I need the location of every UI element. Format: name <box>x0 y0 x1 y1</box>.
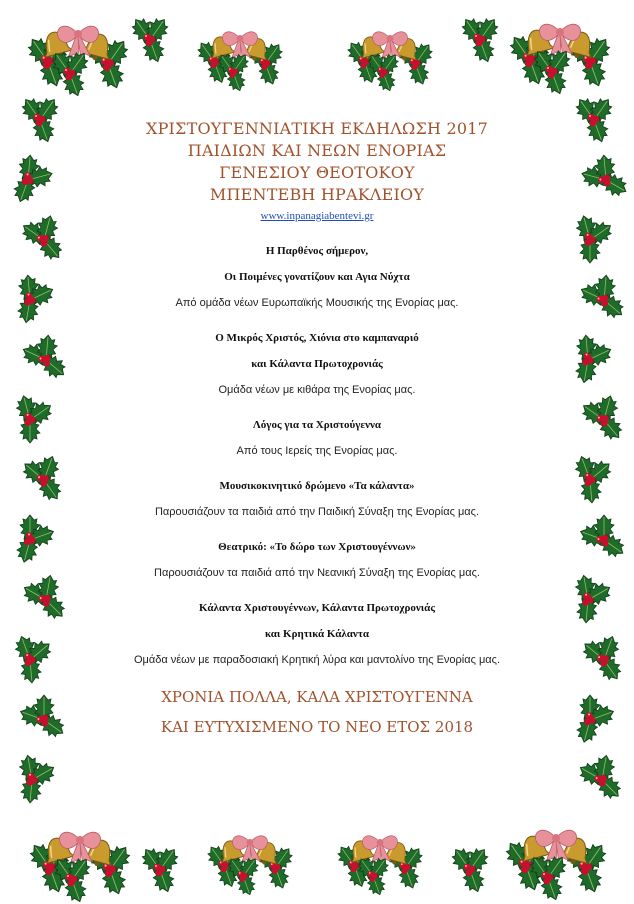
program-list <box>70 238 564 673</box>
program-item <box>70 595 564 673</box>
program-item <box>70 412 564 464</box>
program-item-title: Η Παρθένος σήμερον, <box>265 245 369 257</box>
season-greeting-line: ΧΡΟΝΙΑ ΠΟΛΛΑ, ΚΑΛΑ ΧΡΙΣΤΟΥΓΕΝΝΑ <box>161 688 473 706</box>
program-item-title: και Κρητικά Κάλαντα <box>264 628 370 640</box>
bell-ribbon-holly-icon <box>505 24 615 97</box>
program-item <box>70 325 564 403</box>
event-title-line: ΠΑΙΔΙΩΝ ΚΑΙ ΝΕΩΝ ΕΝΟΡΙΑΣ <box>187 141 447 160</box>
program-item-title: Ο Μικρός Χριστός, Χιόνια στο καμπαναριό <box>215 332 419 344</box>
program-item-title: Μουσικοκινητικό δρώμενο «Τα κάλαντα» <box>219 480 415 492</box>
program-item-title: Λόγος για τα Χριστούγεννα <box>252 419 382 431</box>
program-item-performers: Από ομάδα νέων Ευρωπαϊκής Μουσικής της Ενορίας μας. <box>175 297 459 309</box>
program-item-performers: Παρουσιάζουν τα παιδιά από την Νεανική Σύναξη της Ενορίας μας. <box>154 567 480 579</box>
event-title-line: ΜΠΕΝΤΕΒΗ ΗΡΑΚΛΕΙΟΥ <box>209 185 425 204</box>
program-item <box>70 534 564 586</box>
event-title-line: ΓΕΝΕΣΙΟΥ ΘΕΟΤΟΚΟΥ <box>219 163 415 182</box>
program-item-title: και Κάλαντα Πρωτοχρονιάς <box>251 358 383 370</box>
program-item-performers: Ομάδα νέων με κιθάρα της Ενορίας μας. <box>218 384 416 396</box>
invitation-content <box>70 118 564 742</box>
program-item-title: Θεατρικό: «Το δώρο των Χριστουγέννων» <box>218 541 416 553</box>
event-title <box>70 118 564 206</box>
program-item-performers: Παρουσιάζουν τα παιδιά από την Παιδική Σύναξη της Ενορίας μας. <box>154 506 480 518</box>
program-item-title: Κάλαντα Χριστουγέννων, Κάλαντα Πρωτοχρονιάς <box>199 602 435 614</box>
event-title-line: ΧΡΙΣΤΟΥΓΕΝΝΙΑΤΙΚΗ ΕΚΔΗΛΩΣΗ 2017 <box>145 119 488 138</box>
program-item-performers: Από τους Ιερείς της Ενορίας μας. <box>236 445 398 457</box>
program-item <box>70 473 564 525</box>
season-greeting <box>70 682 564 742</box>
website-link[interactable]: www.inpanagiabentevi.gr <box>260 210 374 222</box>
season-greeting-line: ΚΑΙ ΕΥΤΥΧΙΣΜΕΝΟ ΤΟ ΝΕΟ ΕΤΟΣ 2018 <box>160 718 474 736</box>
program-item-title: Οι Ποιμένες γονατίζουν και Αγια Νύχτα <box>224 271 410 283</box>
program-item-performers: Ομάδα νέων με παραδοσιακή Κρητική λύρα και μαντολίνο της Ενορίας μας. <box>133 654 501 666</box>
bell-ribbon-holly-icon <box>23 26 133 99</box>
program-item <box>70 238 564 316</box>
